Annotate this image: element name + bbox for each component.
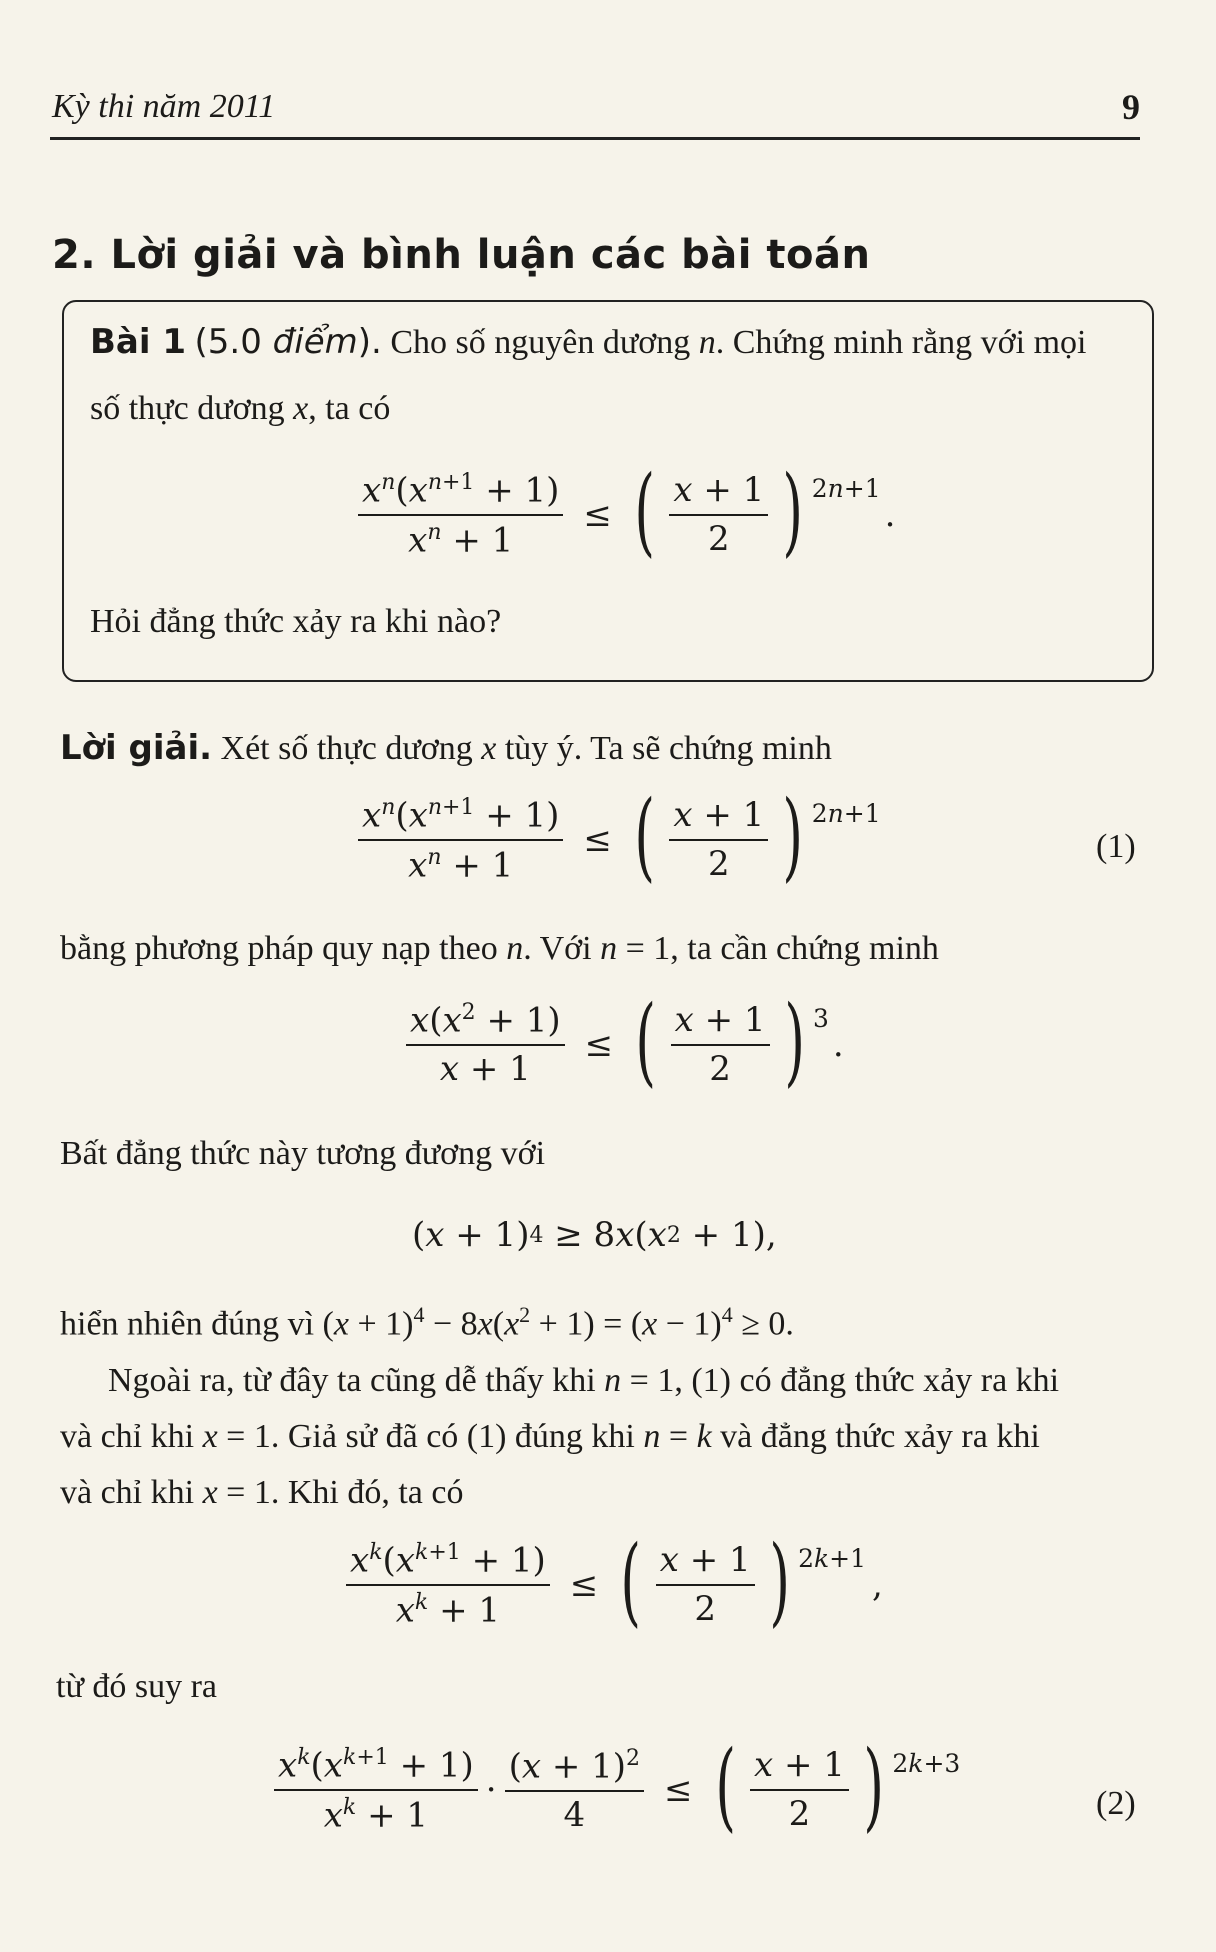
paragraph2-line3: và chỉ khi x = 1. Khi đó, ta có [60, 1474, 464, 1511]
deduce-line: từ đó suy ra [56, 1668, 218, 1705]
induction-line: bằng phương pháp quy nạp theo n. Với n = 1, ta cần chứng minh [60, 930, 939, 967]
problem-statement-line1 [90, 322, 1086, 362]
hypothesis-inequality: $\frac{x^k(x^{k+1} + 1)}{x^k + 1}$ ≤ ( $\frac{x + 1}{2}$ ) 2k+1 , [340, 1540, 883, 1631]
solution-intro: Lời giải. Xét số thực dương x tùy ý. Ta sẽ chứng minh [60, 728, 832, 768]
statement-a: Cho số nguyên dương [390, 324, 691, 361]
equation-2: $\frac{x^k(x^{k+1} + 1)}{x^k + 1}$ · $\frac{(x + 1)^2}{4}$ ≤ ( $\frac{x + 1}{2}$ ) 2k+3 [268, 1745, 960, 1836]
solution-label: Lời giải. [60, 728, 213, 768]
statement-n: n [698, 324, 716, 361]
problem-inequality: $\frac{x^n(x^{n+1} + 1)}{x^n + 1}$ ≤ ( $\frac{x + 1}{2}$ ) 2n+1 . [352, 470, 895, 561]
equation-1: $\frac{x^n(x^{n+1} + 1)}{x^n + 1}$ ≤ ( $\frac{x + 1}{2}$ ) 2n+1 [352, 795, 881, 886]
equivalent-line: Bất đẳng thức này tương đương với [60, 1135, 546, 1172]
statement-b: . Chứng minh rằng với mọi [715, 324, 1087, 361]
problem-label: Bài 1 [90, 322, 187, 362]
page-number: 9 [1122, 87, 1140, 127]
section-title: 2. Lời giải và bình luận các bài toán [52, 232, 871, 278]
paragraph2-line2: và chỉ khi x = 1. Giả sử đã có (1) đúng khi n = k và đẳng thức xảy ra khi [60, 1418, 1040, 1455]
problem-statement-line2: số thực dương x, ta có [90, 390, 391, 427]
obvious-line: hiển nhiên đúng vì $(x + 1)^4 - 8x(x^2 + 1) = (x - 1)^4 \ge 0$. [60, 1302, 794, 1343]
problem-question: Hỏi đẳng thức xảy ra khi nào? [90, 603, 502, 640]
running-title: Kỳ thi năm 2011 [52, 88, 276, 125]
header-rule [50, 137, 1140, 140]
equation-1-tag: (1) [1096, 828, 1136, 865]
base-case-inequality: $\frac{x(x^2 + 1)}{x + 1}$ ≤ ( $\frac{x + 1}{2}$ ) 3 . [400, 1000, 844, 1090]
equivalent-inequality: ( x + 1) 4 ≥ 8 x ( x 2 + 1), [412, 1215, 777, 1255]
problem-points: (5.0 điểm). [194, 322, 382, 362]
equation-2-tag: (2) [1096, 1785, 1136, 1822]
paragraph2-line1: Ngoài ra, từ đây ta cũng dễ thấy khi n = 1, (1) có đẳng thức xảy ra khi [108, 1362, 1060, 1399]
